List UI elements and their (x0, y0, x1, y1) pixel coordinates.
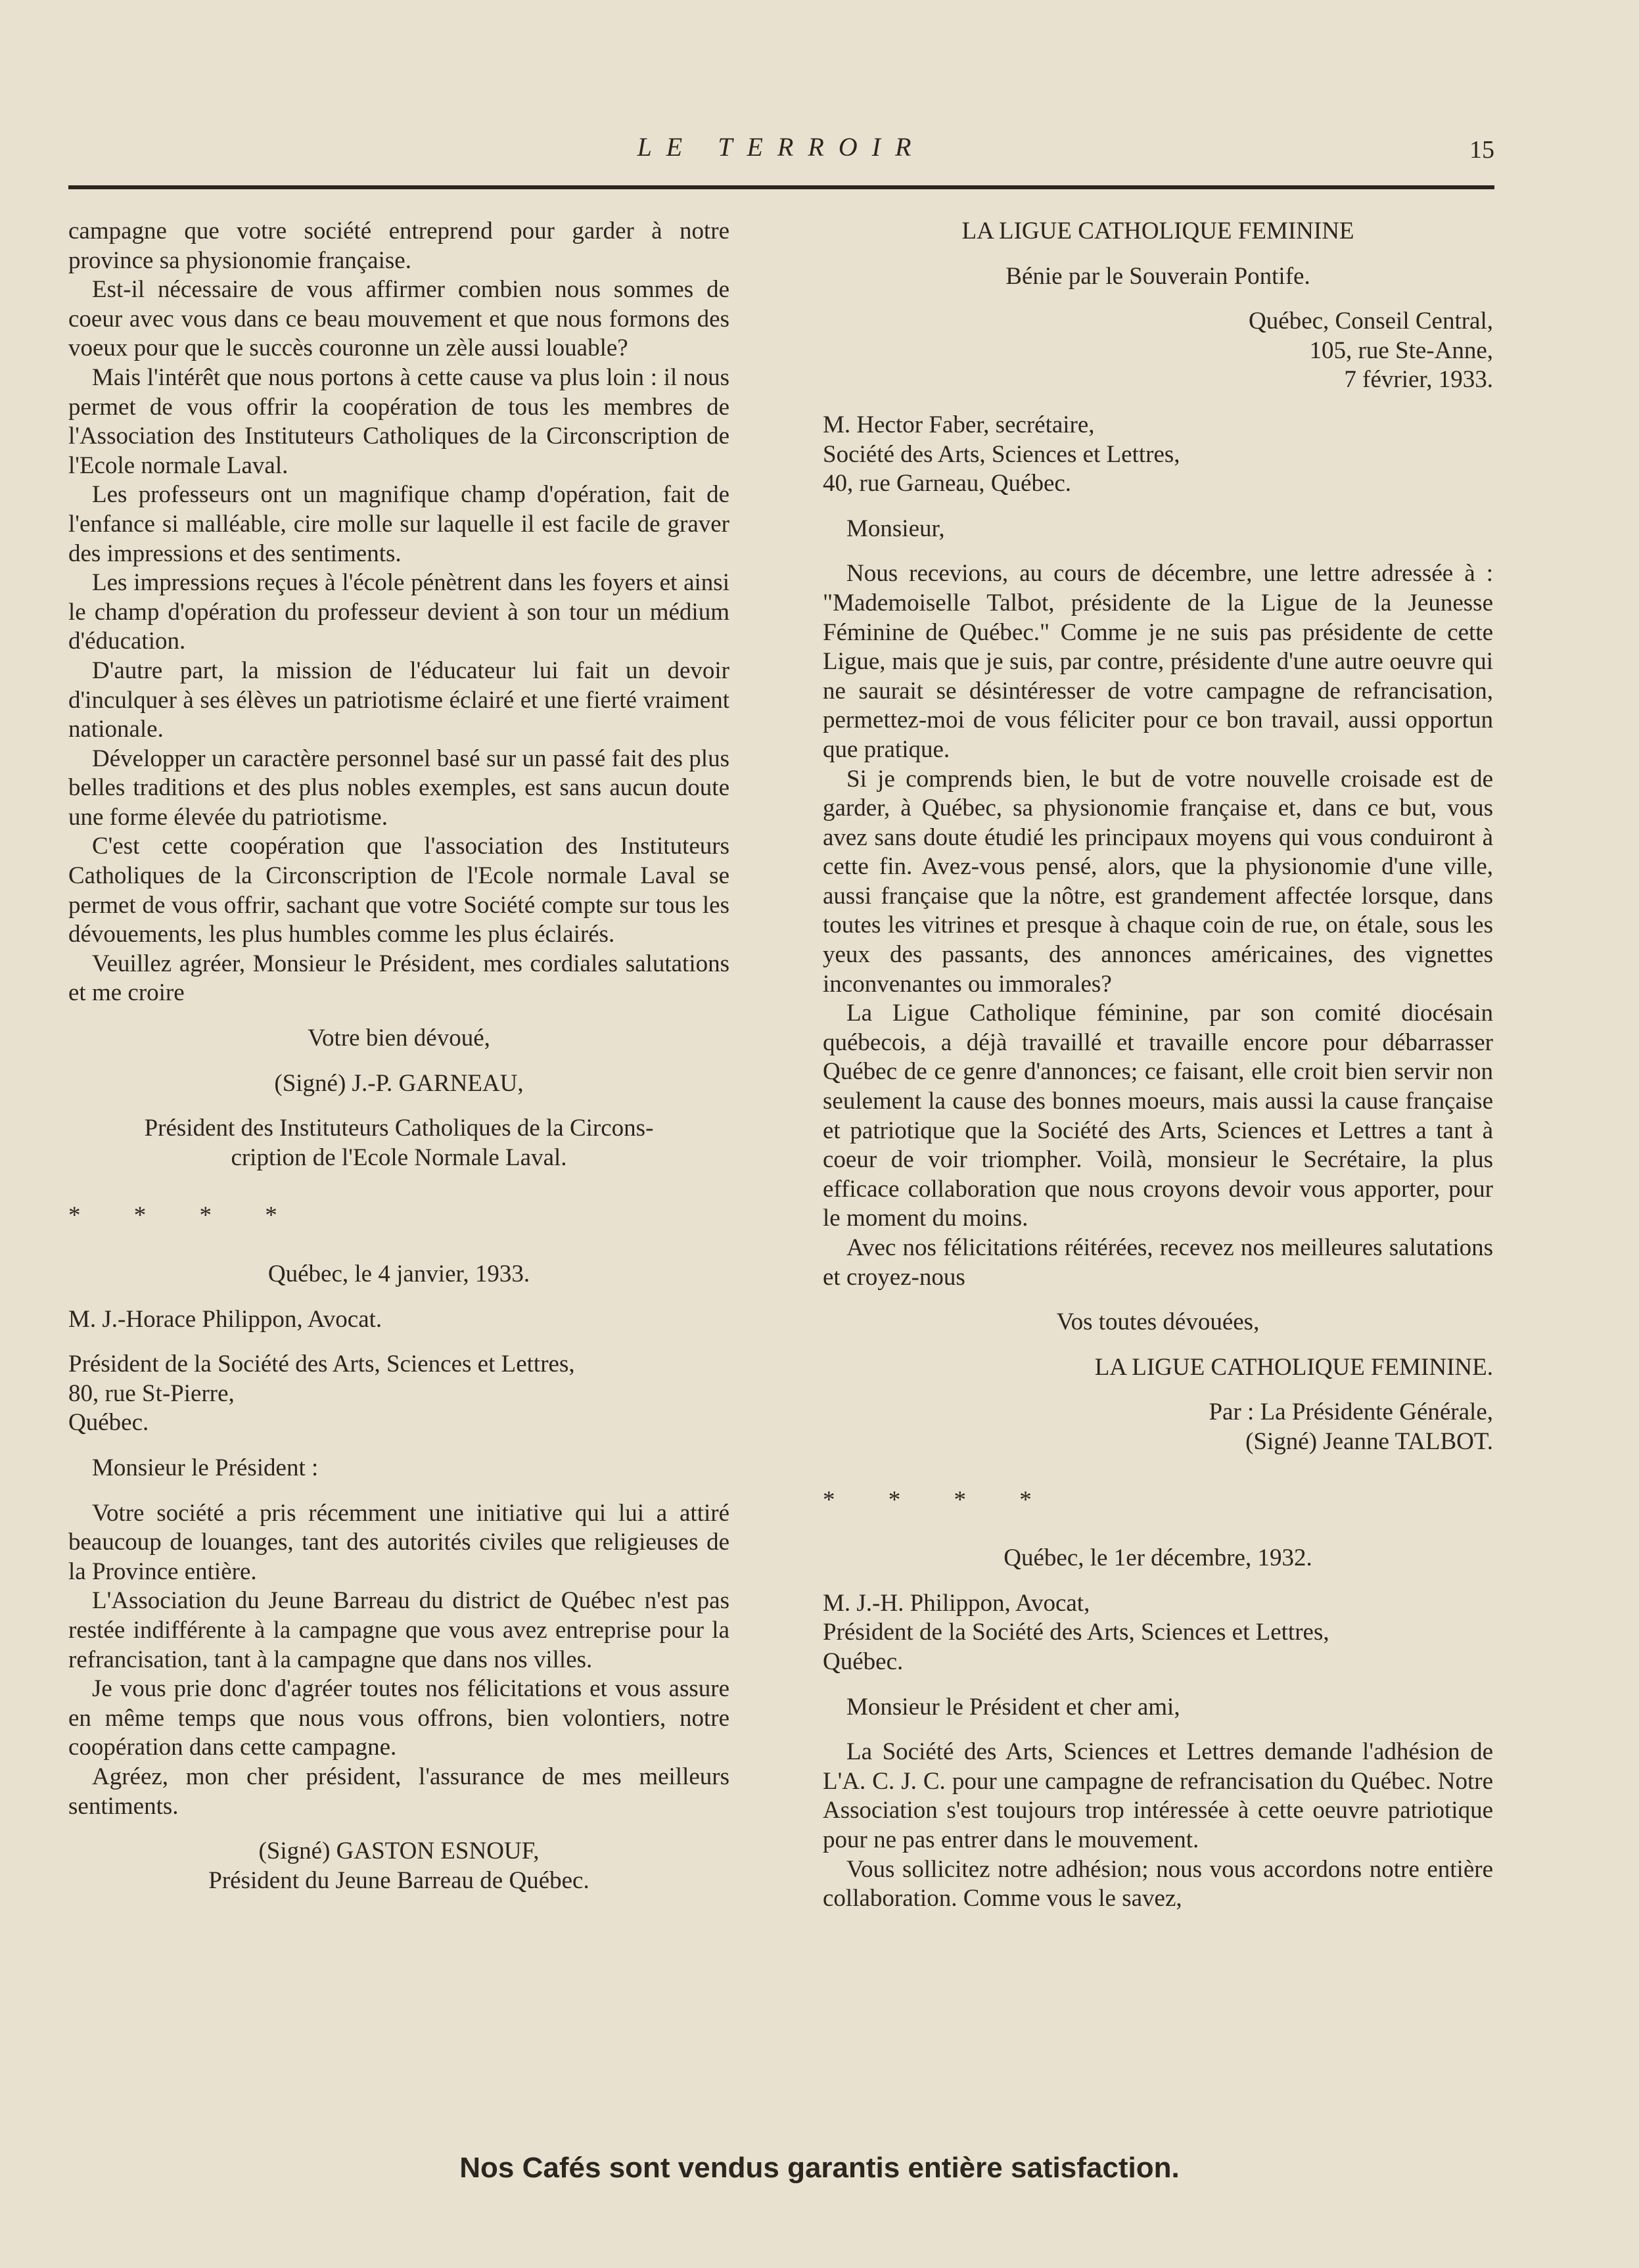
paragraph: Vous sollicitez notre adhésion; nous vous accordons notre entière collaboration. Comme vous le savez, (823, 1855, 1493, 1912)
address-line: 40, rue Garneau, Québec. (823, 470, 1072, 498)
paragraph: Je vous prie donc d'agréer toutes nos félicitations et vous assure en même temps que nous vous offrons, bien volontiers, notre coopération dans cette campagne. (68, 1675, 729, 1761)
spacer (68, 1821, 729, 1837)
spacer (68, 1172, 729, 1201)
paragraph: Si je comprends bien, le but de votre nouvelle croisade est de garder, à Québec, sa physionomie française et, dans ce but, vous avez sans doute étudié les principaux moyens qui vous conduiront à cette fin. Avez-vous pensé, alors, que la physionomie d'une ville, aussi française que la nôtre, est grandement affectée lorsque, dans toutes les vitrines et presque à chaque coin de rue, on étale, sous les yeux des passants, des annonces américaines, des vignettes inconvenantes ou immorales? (823, 765, 1493, 998)
letter-closing: Votre bien dévoué, (308, 1025, 490, 1052)
spacer (823, 1515, 1493, 1544)
section-separator: * * * * (68, 1202, 301, 1230)
running-title: LE TERROIR (637, 132, 926, 162)
paragraph: Développer un caractère personnel basé sur un passé fait des plus belles traditions et des plus nobles exemples, est sans aucun doute une forme élevée du patriotisme. (68, 745, 729, 831)
signer-title: Par : La Présidente Générale, (1209, 1399, 1493, 1426)
salutation: Monsieur le Président : (92, 1454, 319, 1481)
letter-date: 7 février, 1933. (1344, 366, 1493, 394)
paragraph: campagne que votre société entreprend pour garder à notre province sa physionomie française. (68, 218, 729, 274)
letter-signature: (Signé) J.-P. GARNEAU, (274, 1069, 524, 1097)
address-line: M. Hector Faber, secrétaire, (823, 411, 1095, 438)
spacer (823, 1337, 1493, 1353)
spacer (823, 1382, 1493, 1398)
paragraph: Les impressions reçues à l'école pénètrent dans les foyers et ainsi le champ d'opération du professeur devient à son tour un médium d'éducation. (68, 569, 729, 655)
letter-date: Québec, le 1er décembre, 1932. (1004, 1544, 1312, 1572)
spacer (823, 544, 1493, 559)
paragraph: Les professeurs ont un magnifique champ d'opération, fait de l'enfance si malléable, cire molle sur laquelle il est facile de graver des impressions et des sentiments. (68, 481, 729, 567)
footer-advertisement: Nos Cafés sont vendus garantis entière satisfaction. (459, 2152, 1180, 2184)
signer-title: cription de l'Ecole Normale Laval. (231, 1144, 567, 1171)
spacer (823, 1573, 1493, 1589)
page-header (68, 131, 1494, 171)
header-rule (68, 185, 1494, 189)
address-line: Québec. (823, 1648, 904, 1675)
spacer (68, 1483, 729, 1499)
spacer (823, 1677, 1493, 1693)
paragraph: L'Association du Jeune Barreau du district de Québec n'est pas restée indifférente à la campagne que vous avez entreprise pour la refrancisation, tant à la campagne que dans nos villes. (68, 1587, 729, 1673)
organization-subheading: Bénie par le Souverain Pontife. (1005, 262, 1310, 290)
sender-address-line: Québec, Conseil Central, (1249, 308, 1493, 335)
paragraph: Est-il nécessaire de vous affirmer combien nous sommes de coeur avec vous dans ce beau mouvement et que nous formons des voeux pour que le succès couronne un zèle aussi louable? (68, 276, 729, 362)
spacer (823, 246, 1493, 262)
spacer (823, 1722, 1493, 1738)
right-column (823, 217, 1493, 1914)
paragraph: D'autre part, la mission de l'éducateur lui fait un devoir d'inculquer à ses élèves un patriotisme éclairé et une fierté vraiment nationale. (68, 657, 729, 743)
addressee-name: M. J.-Horace Philippon, Avocat. (68, 1305, 382, 1333)
spacer (68, 1231, 729, 1260)
left-column (68, 217, 729, 1895)
paragraph: Mais l'intérêt que nous portons à cette cause va plus loin : il nous permet de vous offrir la coopération de tous les membres de l'Association des Instituteurs Catholiques de la Circonscription de l'Ecole normale Laval. (68, 363, 729, 479)
spacer (68, 1098, 729, 1114)
address-line: Président de la Société des Arts, Sciences et Lettres, (823, 1619, 1329, 1646)
paragraph: Veuillez agréer, Monsieur le Président, mes cordiales salutations et me croire (68, 950, 729, 1007)
spacer (823, 1457, 1493, 1486)
section-separator: * * * * (823, 1486, 1055, 1514)
spacer (823, 1292, 1493, 1308)
spacer (823, 395, 1493, 411)
spacer (68, 1053, 729, 1069)
spacer (68, 1289, 729, 1305)
address-line: Québec. (68, 1409, 149, 1437)
salutation: Monsieur, (846, 515, 945, 542)
address-line: 80, rue St-Pierre, (68, 1379, 235, 1407)
signer-title: Président des Instituteurs Catholiques de la Circons- (144, 1115, 654, 1142)
paragraph: Agréez, mon cher président, l'assurance de mes meilleurs sentiments. (68, 1763, 729, 1820)
paragraph: Nous recevions, au cours de décembre, une lettre adressée à : "Mademoiselle Talbot, présidente de la Ligue de la Jeunesse Féminine de Québec." Comme je ne suis pas présidente de cette Ligue, mais que je suis, par contre, présidente d'une autre oeuvre qui ne saurait se désintéresser de votre campagne de refrancisation, permettez-moi de vous féliciter pour ce bon travail, aussi opportun que pratique. (823, 560, 1493, 763)
organization-heading: LA LIGUE CATHOLIQUE FEMININE (961, 218, 1354, 244)
spacer (823, 291, 1493, 307)
sender-address-line: 105, rue Ste-Anne, (1309, 336, 1493, 364)
page-number: 15 (1469, 136, 1494, 164)
letter-date: Québec, le 4 janvier, 1933. (267, 1261, 530, 1287)
letter-closing: Vos toutes dévouées, (1056, 1308, 1260, 1336)
paragraph: C'est cette coopération que l'association des Instituteurs Catholiques de la Circonscription de l'Ecole normale Laval se permet de vous offrir, sachant que votre Société compte sur tous les dévouements, les plus humbles comme les plus éclairés. (68, 833, 729, 948)
letter-signature: (Signé) Jeanne TALBOT. (1245, 1427, 1493, 1455)
address-line: Président de la Société des Arts, Sciences et Lettres, (68, 1351, 575, 1378)
spacer (823, 499, 1493, 515)
paragraph: Avec nos félicitations réitérées, recevez nos meilleures salutations et croyez-nous (823, 1234, 1493, 1291)
spacer (68, 1334, 729, 1350)
address-line: M. J.-H. Philippon, Avocat, (823, 1589, 1090, 1617)
spacer (68, 1438, 729, 1454)
spacer (68, 1008, 729, 1024)
paragraph: Votre société a pris récemment une initiative qui lui a attiré beaucoup de louanges, tant des autorités civiles que religieuses de la Province entière. (68, 1499, 729, 1585)
signer-title: Président du Jeune Barreau de Québec. (208, 1866, 589, 1894)
salutation: Monsieur le Président et cher ami, (846, 1693, 1180, 1721)
organization-signature: LA LIGUE CATHOLIQUE FEMININE. (1094, 1353, 1493, 1381)
paragraph: La Société des Arts, Sciences et Lettres demande l'adhésion de L'A. C. J. C. pour une campagne de refrancisation du Québec. Notre Association s'est toujours trop intéressée à cette oeuvre patriotique pour ne pas entrer dans le mouvement. (823, 1738, 1493, 1853)
letter-signature: (Signé) GASTON ESNOUF, (258, 1838, 540, 1865)
address-line: Société des Arts, Sciences et Lettres, (823, 440, 1180, 468)
paragraph: La Ligue Catholique féminine, par son comité diocésain québecois, a déjà travaillé et travaille encore pour débarrasser Québec de ce genre d'annonces; ce faisant, elle croit bien servir non seulement la cause des bonnes moeurs, mais aussi la cause française et patriotique que la Société des Arts, Sciences et Lettres a tant à coeur de voir triompher. Voilà, monsieur le Secrétaire, la plus efficace collaboration que nous croyons devoir vous apporter, pour le moment du moins. (823, 1000, 1493, 1232)
